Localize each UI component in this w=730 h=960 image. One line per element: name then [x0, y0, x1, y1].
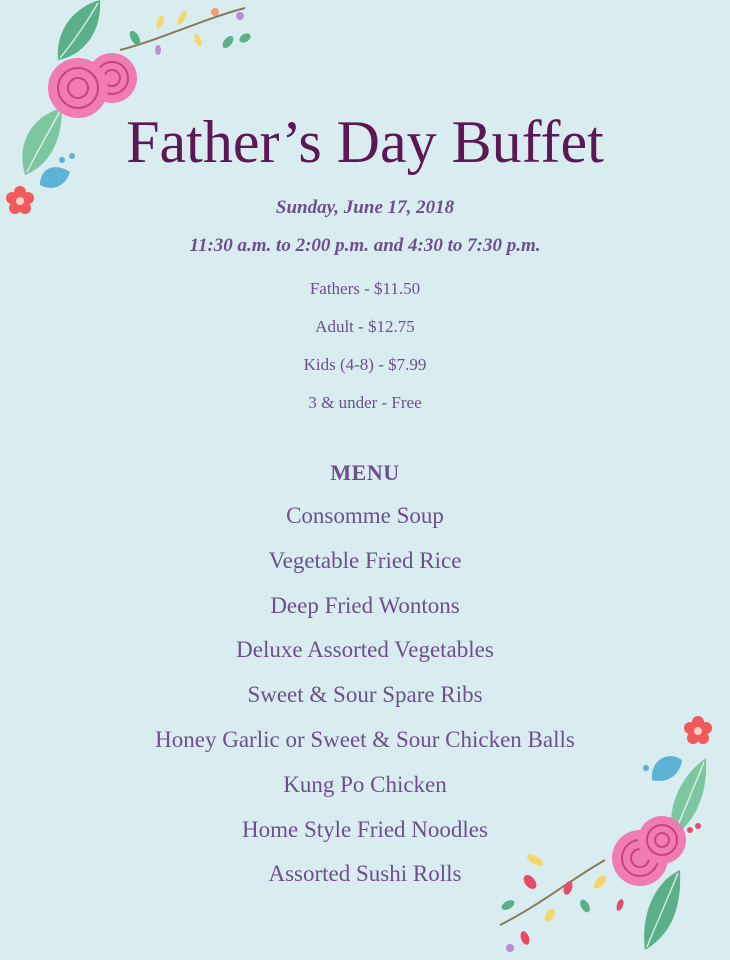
menu-heading: MENU: [330, 460, 400, 485]
menu-item: Deep Fried Wontons: [270, 592, 460, 618]
menu-item: Honey Garlic or Sweet & Sour Chicken Balls: [155, 726, 575, 752]
event-date: Sunday, June 17, 2018: [275, 197, 455, 218]
menu-item: Deluxe Assorted Vegetables: [236, 637, 494, 663]
menu-item: Home Style Fried Noodles: [242, 816, 488, 842]
price-item-under-three: 3 & under - Free: [308, 393, 422, 412]
menu-item: Assorted Sushi Rolls: [268, 861, 462, 887]
menu-item: Consomme Soup: [286, 503, 444, 528]
event-hours: 11:30 a.m. to 2:00 p.m. and 4:30 to 7:30 p.m.: [189, 235, 541, 256]
price-item-kids: Kids (4-8) - $7.99: [303, 355, 427, 374]
menu-item: Kung Po Chicken: [283, 771, 447, 797]
menu-item: Sweet & Sour Spare Ribs: [247, 682, 483, 708]
menu-list: [0, 503, 730, 906]
price-item-fathers: Fathers - $11.50: [309, 279, 421, 298]
menu-item: Vegetable Fried Rice: [268, 547, 462, 573]
price-item-adult: Adult - $12.75: [315, 317, 415, 336]
price-list: [0, 279, 730, 431]
page-title: Father’s Day Buffet: [126, 109, 604, 175]
